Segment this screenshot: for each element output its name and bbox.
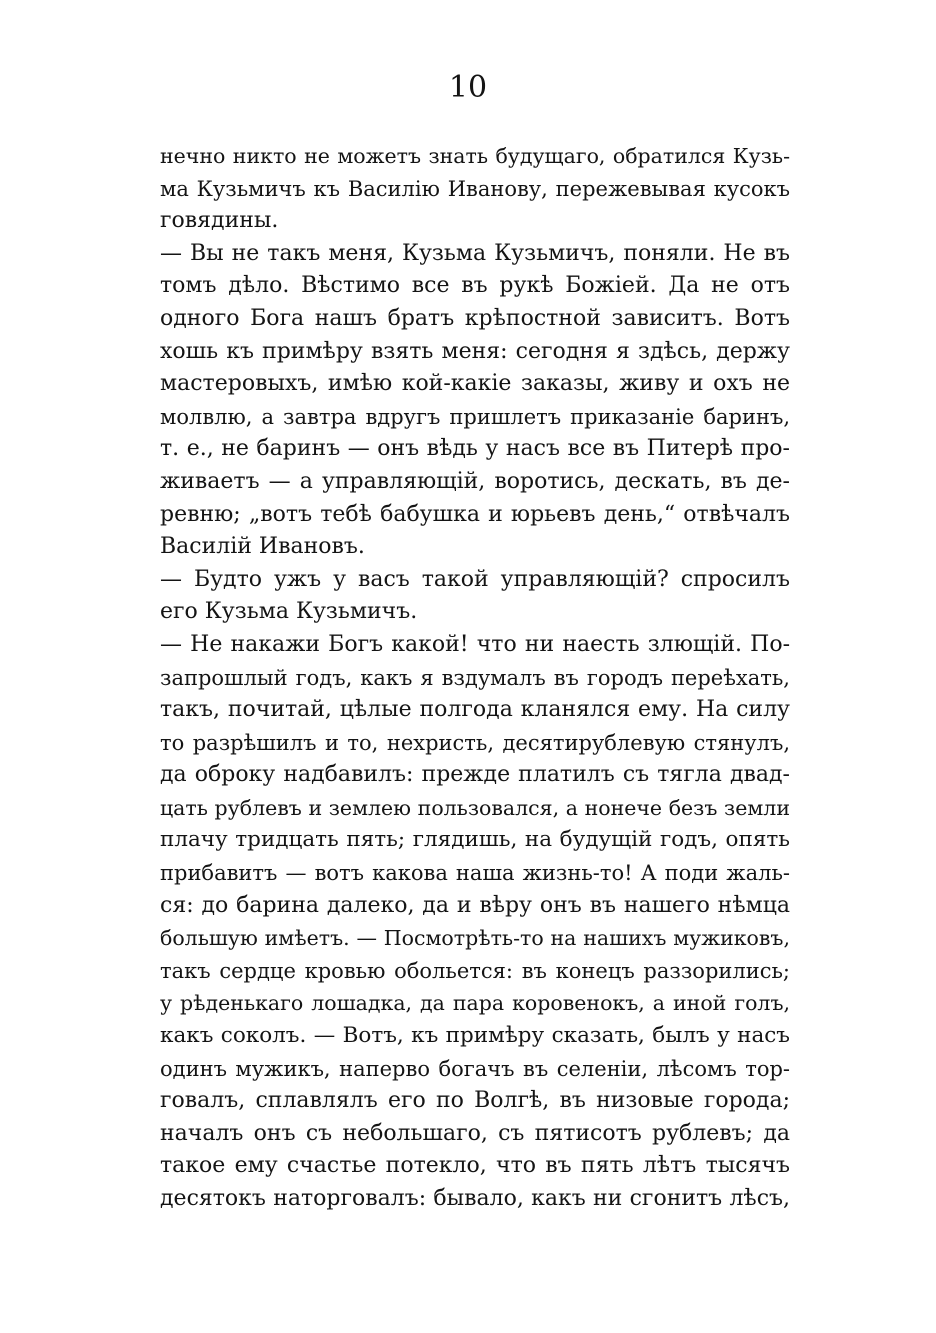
text-line: Василій Ивановъ.	[160, 534, 365, 560]
text-line: говалъ, сплавлялъ его по Волгѣ, въ низовые города;	[160, 1088, 790, 1114]
text-line: хошь къ примѣру взять меня: сегодня я здѣсь, держу	[160, 338, 790, 364]
body-text	[160, 140, 790, 1216]
text-line: какъ соколъ. — Вотъ, къ примѣру сказать, былъ у насъ	[160, 1023, 790, 1049]
text-line: — Вы не такъ меня, Кузьма Кузьмичъ, поняли. Не въ	[160, 240, 790, 266]
text-line: десятокъ наторговалъ: бывало, какъ ни сгонитъ лѣсъ,	[160, 1186, 790, 1211]
text-line: ма Кузьмичъ къ Василію Иванову, пережевывая кусокъ	[160, 176, 790, 201]
text-line: — Будто ужъ у васъ такой управляющій? спросилъ	[160, 566, 790, 592]
text-line: такое ему счастье потекло, что въ пять лѣтъ тысячъ	[160, 1153, 790, 1179]
text-line: т. е., не баринъ — онъ вѣдь у насъ все въ Питерѣ про-	[160, 436, 790, 462]
text-line: началъ онъ съ небольшаго, съ пятисотъ рублевъ; да	[160, 1120, 790, 1146]
text-line: живаетъ — а управляющій, воротись, дескать, въ де-	[160, 468, 790, 494]
text-line: ся: до барина далеко, да и вѣру онъ въ нашего нѣмца	[160, 892, 790, 918]
text-line: одинъ мужикъ, наперво богачъ въ селеніи, лѣсомъ тор-	[160, 1056, 790, 1081]
text-line: плачу тридцать пять; глядишь, на будущій годъ, опять	[160, 827, 790, 853]
text-line: у рѣденькаго лошадка, да пара коровенокъ, а иной голъ,	[160, 991, 790, 1016]
text-line: томъ дѣло. Вѣстимо все въ рукѣ Божіей. Да не отъ	[160, 273, 790, 299]
text-line: одного Бога нашъ братъ крѣпостной зависитъ. Вотъ	[160, 305, 790, 331]
text-line: мастеровыхъ, имѣю кой-какіе заказы, живу и охъ не	[160, 371, 790, 397]
text-line: то разрѣшилъ и то, нехристь, десятирублевую стянулъ,	[160, 730, 790, 755]
text-line: да оброку надбавилъ: прежде платилъ съ тягла двад-	[160, 762, 790, 788]
page-number: 10	[448, 70, 488, 105]
text-line: нечно никто не можетъ знать будущаго, обратился Кузь-	[160, 144, 790, 168]
text-line: цать рублевъ и землею пользовался, а нонече безъ земли	[160, 795, 790, 820]
text-line: ревню; „вотъ тебѣ бабушка и юрьевъ день,“ отвѣчалъ	[160, 501, 790, 527]
text-line: такъ, почитай, цѣлые полгода кланялся ему. На силу	[160, 697, 790, 723]
text-line: говядины.	[160, 208, 279, 234]
text-line: запрошлый годъ, какъ я вздумалъ въ городъ переѣхать,	[160, 665, 790, 690]
text-line: прибавитъ — вотъ какова наша жизнь-то! А поди жаль-	[160, 861, 790, 886]
text-line: — Не накажи Богъ какой! что ни наесть злющій. По-	[160, 631, 790, 657]
text-line: его Кузьма Кузьмичъ.	[160, 599, 418, 625]
text-line: молвлю, а завтра вдругъ пришлетъ приказаніе баринъ,	[160, 404, 790, 429]
text-line: такъ сердце кровью обольется: въ конецъ раззорились;	[160, 958, 790, 983]
text-line: большую имѣетъ. — Посмотрѣть-то на нашихъ мужиковъ,	[160, 926, 790, 951]
